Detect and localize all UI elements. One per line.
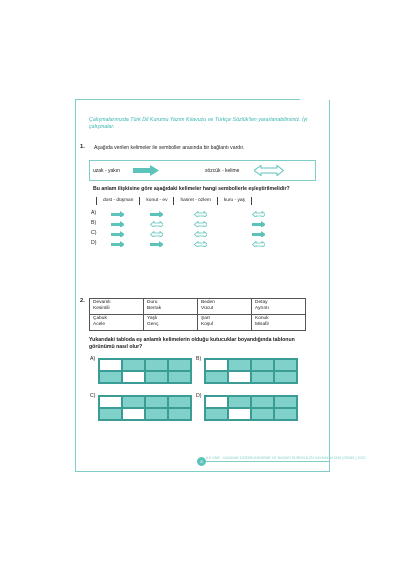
grid-cell-filled	[205, 371, 228, 383]
cell-word: Yaşlı	[147, 316, 158, 321]
option-label: C)	[91, 230, 97, 236]
pair-1: dost - düşman	[96, 197, 140, 205]
pair-3: hasret - özlem	[174, 197, 217, 205]
solid-arrow-icon	[111, 221, 124, 227]
grid-cell-filled	[228, 396, 251, 408]
table-cell	[144, 315, 198, 331]
grid-cell-filled	[145, 408, 168, 420]
grid-cell-filled	[168, 396, 191, 408]
double-outline-arrow-icon	[194, 211, 207, 217]
grid-cell-filled	[168, 371, 191, 383]
grid-cell-filled	[205, 408, 228, 420]
footer-line	[200, 461, 330, 462]
grid-cell-filled	[251, 396, 274, 408]
double-outline-arrow-icon	[252, 241, 265, 247]
cell-word: Duru	[147, 300, 158, 305]
double-outline-arrow-icon	[150, 221, 163, 227]
solid-arrow-icon	[252, 231, 265, 237]
solid-arrow-icon	[150, 211, 163, 217]
grid-cell-filled	[251, 408, 274, 420]
question-1-text: Aşağıda verilen kelimeler ile semboller arasında bir bağlantı vardır.	[94, 145, 245, 151]
grid-cell-filled	[274, 396, 297, 408]
option-label: D)	[91, 240, 97, 246]
cell-word: Berrak	[147, 305, 162, 311]
question-2-number: 2.	[80, 298, 85, 304]
cell-word: Koşul	[201, 321, 213, 327]
solid-arrow-icon	[111, 211, 124, 217]
grid-cell-filled	[168, 359, 191, 371]
example-1-label: uzak - yakın	[93, 168, 120, 174]
grid-cell-filled	[99, 408, 122, 420]
intro-text: Çalışmalarınızda Türk Dil Kurumu Yazım Kılavuzu ve Türkçe Sözlük'ten yararlanabilirsiniz. İyi çalışmalar.	[89, 117, 308, 130]
grid-cell-filled	[145, 371, 168, 383]
frame-gap	[300, 96, 330, 100]
table-cell	[198, 315, 252, 331]
grid-cell-filled	[274, 371, 297, 383]
grid-cell-empty	[228, 408, 251, 420]
table-cell	[252, 315, 306, 331]
footer-text: İLK ÜNE · KAZANIM DEĞERLENDİRME VE BAŞARI SÜREKLİLİĞİ KAYNAK KİTABI (GENEL) 2022	[206, 456, 366, 460]
table-row	[90, 299, 306, 315]
grid-cell-filled	[145, 359, 168, 371]
grid-cell-empty	[122, 408, 145, 420]
grid-cell-filled	[251, 359, 274, 371]
table-cell	[252, 299, 306, 315]
solid-arrow-icon	[133, 165, 159, 176]
answer-grid[interactable]	[98, 358, 192, 384]
solid-arrow-icon	[111, 231, 124, 237]
example-2-label: sözcük - kelime	[205, 168, 240, 174]
grid-cell-filled	[122, 396, 145, 408]
option-label: C)	[90, 393, 96, 399]
table-cell	[90, 315, 144, 331]
option-label: A)	[90, 356, 96, 362]
cell-word: Acele	[93, 321, 105, 327]
cell-word: Genç	[147, 321, 159, 327]
solid-arrow-icon	[111, 241, 124, 247]
grid-cell-filled	[274, 359, 297, 371]
question-1-number: 1.	[80, 144, 85, 150]
option-label: B)	[196, 356, 202, 362]
double-outline-arrow-icon	[150, 231, 163, 237]
cell-word: Devamlı	[93, 300, 111, 305]
cell-word: Kesintili	[93, 305, 110, 311]
pair-2: konut - ev	[140, 197, 174, 205]
solid-arrow-icon	[150, 241, 163, 247]
option-label: D)	[196, 393, 202, 399]
question-2-prompt: Yukarıdaki tabloda eş anlamlı kelimelerin olduğu kutucuklar boyandığında tablonun görünümü nasıl olur?	[89, 337, 295, 350]
grid-cell-empty	[99, 359, 122, 371]
question-1-prompt: Bu anlam ilişkisine göre aşağıdaki kelimeler hangi sembollerle eşleştirilmelidir?	[93, 186, 290, 192]
grid-cell-filled	[122, 359, 145, 371]
cell-word: Çabuk	[93, 316, 107, 321]
grid-cell-filled	[228, 359, 251, 371]
grid-cell-filled	[251, 371, 274, 383]
answer-grid[interactable]	[204, 395, 298, 421]
synonym-table	[89, 298, 306, 331]
double-outline-arrow-icon	[254, 165, 284, 176]
cell-word: Beden	[201, 300, 215, 305]
grid-cell-filled	[99, 371, 122, 383]
word-pairs-row	[96, 196, 252, 205]
option-label: B)	[91, 220, 97, 226]
grid-cell-filled	[145, 396, 168, 408]
grid-cell-empty	[205, 396, 228, 408]
double-outline-arrow-icon	[194, 221, 207, 227]
double-outline-arrow-icon	[194, 231, 207, 237]
pair-4: kuru - yaş	[218, 197, 252, 205]
cell-word: Konuk	[255, 316, 269, 321]
cell-word: Misafir	[255, 321, 270, 327]
double-outline-arrow-icon	[252, 211, 265, 217]
cell-word: Ayrıntı	[255, 305, 269, 311]
grid-cell-filled	[274, 408, 297, 420]
cell-word: Vücut	[201, 305, 214, 311]
grid-cell-empty	[99, 396, 122, 408]
grid-cell-filled	[168, 408, 191, 420]
solid-arrow-icon	[252, 221, 265, 227]
table-cell	[90, 299, 144, 315]
answer-grid[interactable]	[204, 358, 298, 384]
answer-grid[interactable]	[98, 395, 192, 421]
option-label: A)	[91, 210, 97, 216]
page-number: 8	[197, 457, 206, 466]
grid-cell-empty	[122, 371, 145, 383]
table-cell	[144, 299, 198, 315]
grid-cell-empty	[228, 371, 251, 383]
double-outline-arrow-icon	[194, 241, 207, 247]
cell-word: Şart	[201, 316, 210, 321]
cell-word: Detay	[255, 300, 268, 305]
table-row	[90, 315, 306, 331]
table-cell	[198, 299, 252, 315]
grid-cell-empty	[205, 359, 228, 371]
